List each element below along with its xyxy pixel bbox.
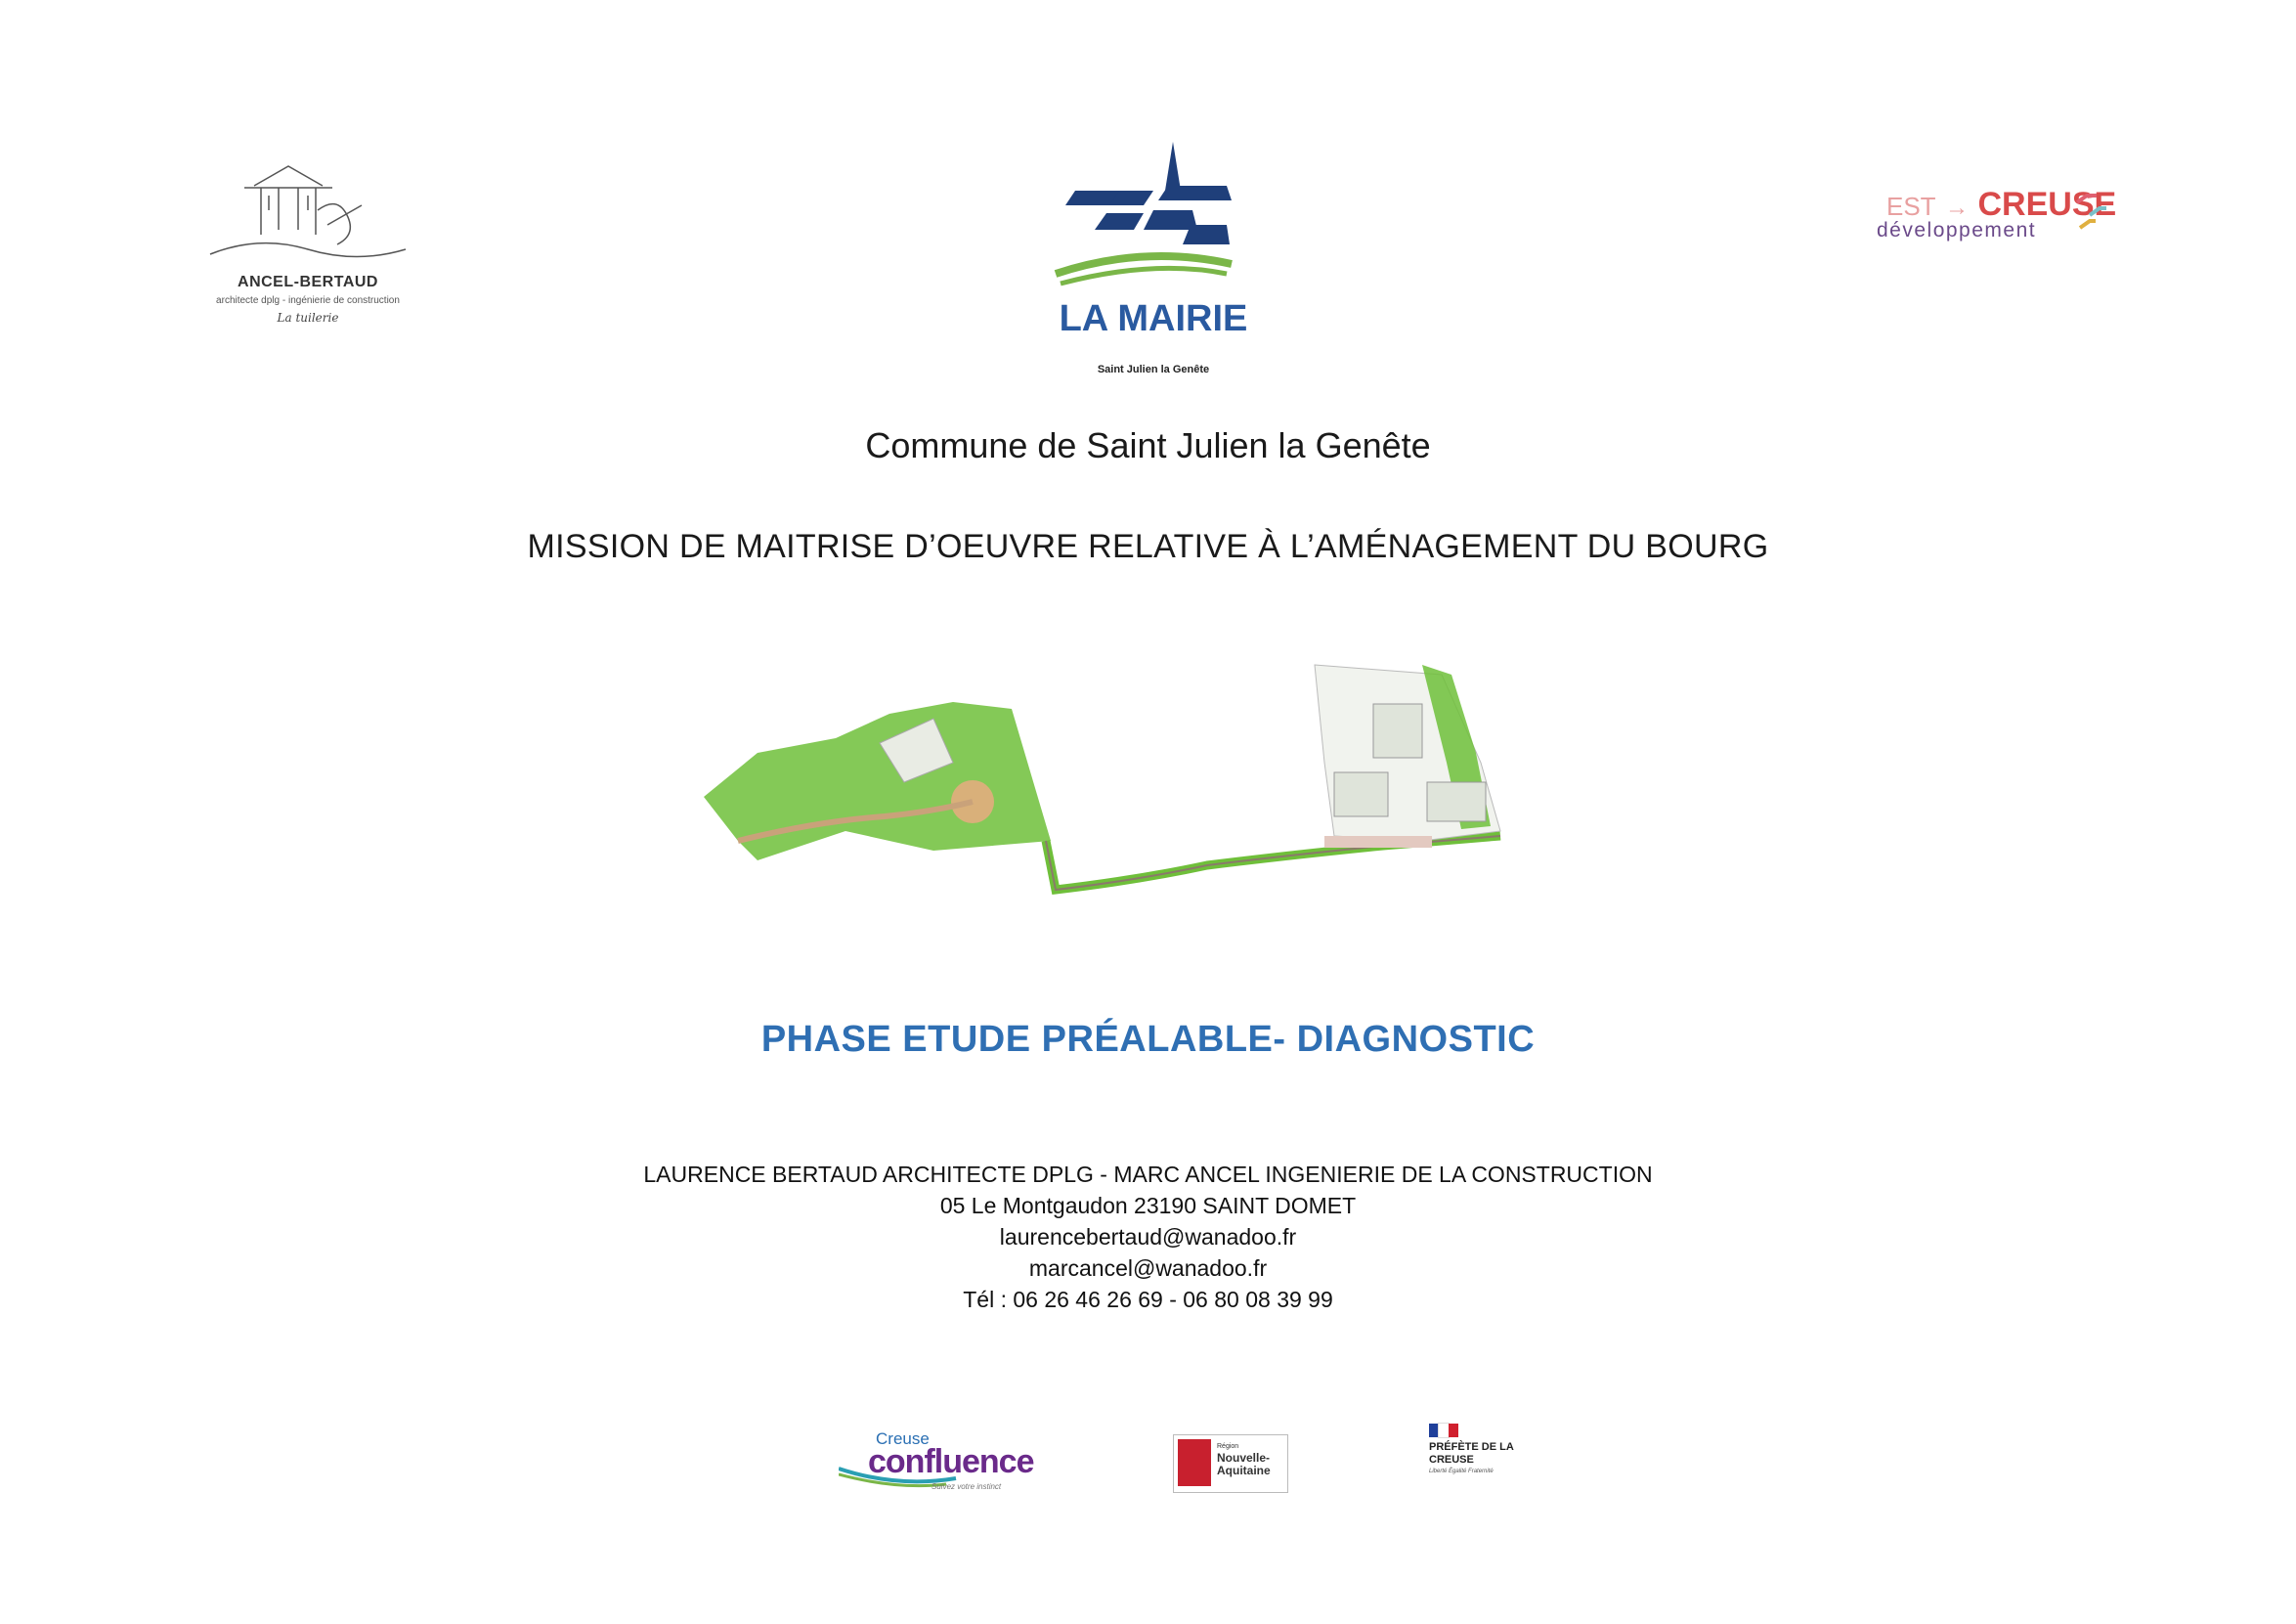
site-plan-parking-1: [1373, 704, 1422, 758]
village-church-icon: [1036, 137, 1271, 298]
prefete-logo: [1429, 1424, 1527, 1502]
est-creuse-arrows-icon: [2072, 191, 2111, 235]
prefete-title: PRÉFÈTE DE LA CREUSE: [1429, 1441, 1514, 1466]
contact-email-1: laurencebertaud@wanadoo.fr: [999, 1224, 1297, 1250]
site-plan-parking-2: [1334, 772, 1388, 816]
est-creuse-prefix: EST: [1886, 192, 1936, 221]
contact-block: [0, 1159, 2296, 1315]
ancel-bertaud-logo: [200, 156, 415, 342]
contact-address: 05 Le Montgaudon 23190 SAINT DOMET: [939, 1193, 1357, 1218]
lion-shield-icon: [1178, 1439, 1211, 1486]
site-plan-illustration: [699, 645, 1510, 929]
ancel-bertaud-subtitle: architecte dplg - ingénierie de construction: [216, 295, 400, 306]
contact-firms: LAURENCE BERTAUD ARCHITECTE DPLG - MARC ANCEL INGENIERIE DE LA CONSTRUCTION: [643, 1162, 1653, 1187]
nouvelle-aquitaine-name: Nouvelle-Aquitaine: [1217, 1451, 1271, 1477]
ancel-bertaud-name: ANCEL-BERTAUD: [238, 274, 378, 290]
prefete-motto: Liberté Égalité Fraternité: [1429, 1469, 1494, 1474]
est-creuse-name: CREUSE: [1977, 186, 2117, 223]
french-flag-icon: [1429, 1424, 1458, 1437]
ancel-bertaud-signature: La tuilerie: [277, 311, 339, 325]
nouvelle-aquitaine-small: Région: [1217, 1443, 1239, 1450]
contact-phone: Tél : 06 26 46 26 69 - 06 80 08 39 99: [963, 1287, 1333, 1312]
est-creuse-arrow-icon: →: [1945, 195, 1970, 221]
creuse-confluence-name: confluence: [868, 1443, 1034, 1480]
ancel-bertaud-drawing-icon: [200, 156, 415, 274]
site-plan-walkway: [1324, 836, 1432, 848]
phase-title: PHASE ETUDE PRÉALABLE- DIAGNOSTIC: [760, 1019, 1536, 1060]
nouvelle-aquitaine-logo: [1173, 1434, 1288, 1493]
la-mairie-title: LA MAIRIE: [1059, 298, 1248, 339]
commune-title: Commune de Saint Julien la Genête: [865, 425, 1431, 465]
est-creuse-logo: [1877, 186, 2121, 244]
site-plan-parking-3: [1427, 782, 1486, 821]
contact-email-2: marcancel@wanadoo.fr: [1028, 1255, 1268, 1281]
la-mairie-logo: [1036, 137, 1271, 386]
creuse-confluence-top: Creuse: [876, 1429, 930, 1448]
la-mairie-subtitle: Saint Julien la Genête: [1097, 364, 1210, 375]
creuse-confluence-tagline: Suivez votre instinct: [931, 1482, 1002, 1491]
mission-title: MISSION DE MAITRISE D’OEUVRE RELATIVE À L’AMÉNAGEMENT DU BOURG: [527, 528, 1769, 565]
est-creuse-line2: développement: [1877, 219, 2037, 241]
creuse-confluence-logo: [839, 1429, 1054, 1498]
